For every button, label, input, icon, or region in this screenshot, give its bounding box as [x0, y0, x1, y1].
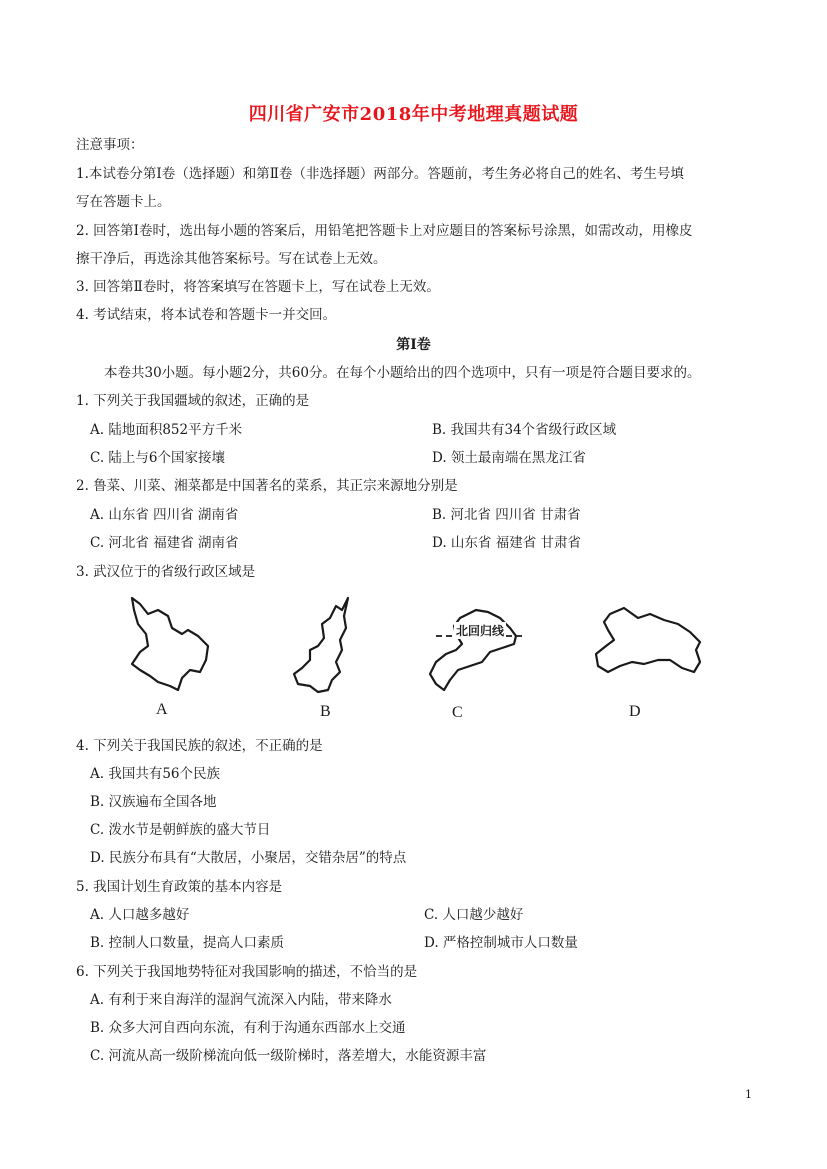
q5-option-b: B. 控制人口数量，提高人口素质 [90, 935, 285, 951]
question-6-stem: 6. 下列关于我国地势特征对我国影响的描述，不恰当的是 [76, 964, 418, 980]
question-4-stem: 4. 下列关于我国民族的叙述，不正确的是 [76, 738, 323, 754]
notice-item-1-cont: 写在答题卡上。 [76, 194, 171, 210]
question-2-stem: 2. 鲁菜、川菜、湘菜都是中国著名的菜系，其正宗来源地分别是 [76, 478, 458, 494]
q1-option-a: A. 陆地面积852平方千米 [90, 422, 243, 438]
section-intro: 本卷共30小题。每小题2分，共60分。在每个小题给出的四个选项中，只有一项是符合题目要求的。 [104, 365, 701, 381]
notice-item-3: 3. 回答第Ⅱ卷时，将答案填写在答题卡上，写在试卷上无效。 [76, 279, 440, 295]
q4-option-a: A. 我国共有56个民族 [90, 766, 221, 782]
map-label-a: A [156, 701, 168, 718]
map-d-outline [596, 608, 700, 672]
question-5-stem: 5. 我国计划生育政策的基本内容是 [76, 879, 283, 895]
section-title: 第Ⅰ卷 [396, 337, 431, 353]
q2-option-b: B. 河北省 四川省 甘肃省 [432, 507, 581, 523]
question-1-stem: 1. 下列关于我国疆域的叙述，正确的是 [76, 393, 310, 409]
q1-option-b: B. 我国共有34个省级行政区域 [432, 422, 617, 438]
notice-item-2-cont: 擦干净后，再选涂其他答案标号。写在试卷上无效。 [76, 251, 387, 267]
q5-option-c: C. 人口越少越好 [424, 907, 524, 923]
q5-option-a: A. 人口越多越好 [90, 907, 190, 923]
map-label-b: B [320, 703, 331, 720]
q2-option-a: A. 山东省 四川省 湖南省 [90, 507, 239, 523]
q1-option-c: C. 陆上与6个国家接壤 [90, 450, 226, 466]
page-number: 1 [745, 1088, 752, 1101]
notice-item-4: 4. 考试结束，将本试卷和答题卡一并交回。 [76, 307, 337, 323]
q6-option-b: B. 众多大河自西向东流，有利于沟通东西部水上交通 [90, 1020, 406, 1036]
province-maps [110, 588, 710, 728]
q6-option-a: A. 有利于来自海洋的湿润气流深入内陆，带来降水 [90, 992, 392, 1008]
q2-option-d: D. 山东省 福建省 甘肃省 [432, 535, 582, 551]
map-b-outline [294, 598, 348, 692]
q4-option-c: C. 泼水节是朝鲜族的盛大节日 [90, 822, 271, 838]
notice-item-2: 2. 回答第Ⅰ卷时，选出每小题的答案后，用铅笔把答题卡上对应题目的答案标号涂黑，如需改动，用橡皮 [76, 223, 693, 239]
page-title: 四川省广安市2018年中考地理真题试题 [248, 104, 579, 125]
map-label-c: C [452, 704, 463, 721]
q6-option-c: C. 河流从高一级阶梯流向低一级阶梯时，落差增大，水能资源丰富 [90, 1048, 487, 1064]
notice-item-1: 1.本试卷分第Ⅰ卷（选择题）和第Ⅱ卷（非选择题）两部分。答题前，考生务必将自己的姓名、考生号填 [76, 166, 684, 182]
q2-option-c: C. 河北省 福建省 湖南省 [90, 535, 239, 551]
tropic-label: 北回归线 [456, 624, 505, 638]
q1-option-d: D. 领土最南端在黑龙江省 [432, 450, 586, 466]
question-3-stem: 3. 武汉位于的省级行政区域是 [76, 564, 256, 580]
notice-heading: 注意事项： [76, 137, 144, 153]
province-maps-drawing [110, 588, 710, 728]
q5-option-d: D. 严格控制城市人口数量 [424, 935, 578, 951]
q4-option-b: B. 汉族遍布全国各地 [90, 794, 217, 810]
map-label-d: D [629, 703, 641, 720]
q4-option-d: D. 民族分布具有“大散居，小聚居，交错杂居”的特点 [90, 850, 407, 866]
map-a-outline [132, 598, 208, 690]
